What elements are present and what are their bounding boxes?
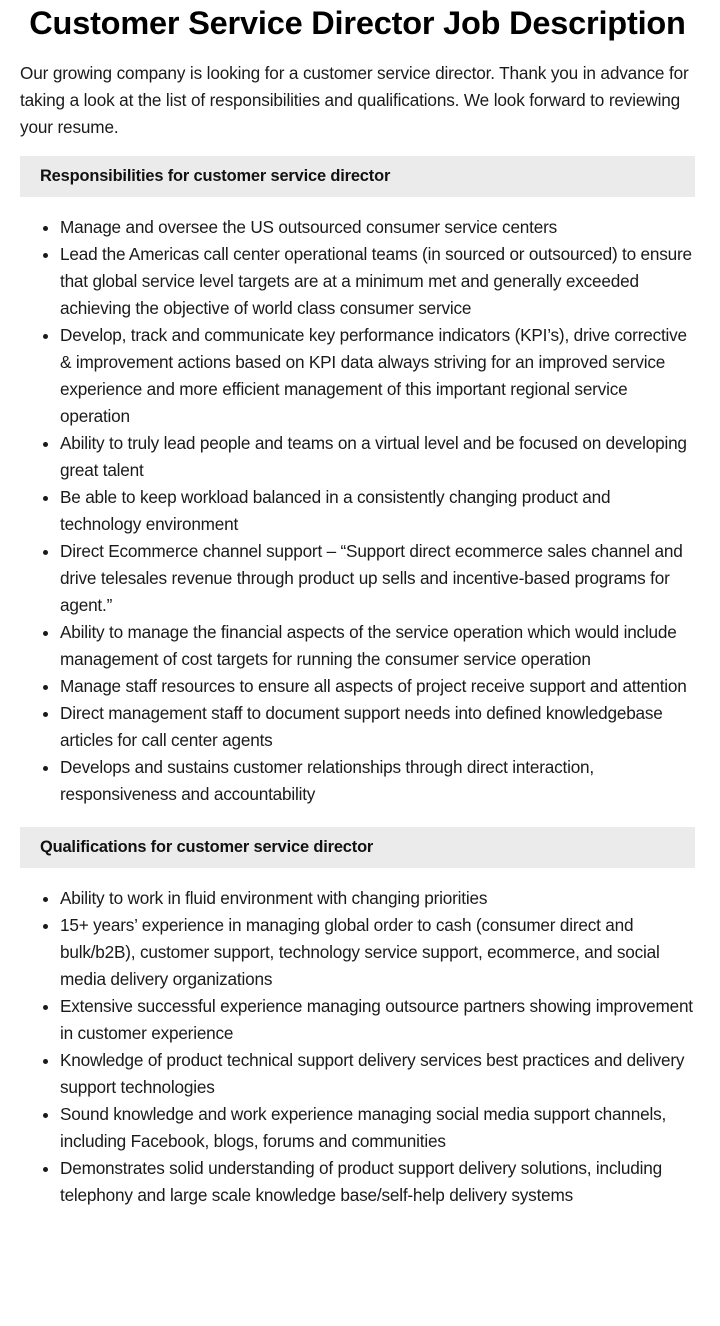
responsibilities-heading: Responsibilities for customer service director <box>20 156 695 197</box>
list-item: Ability to manage the financial aspects of the service operation which would include management of cost targets for running the consumer service operation <box>60 619 695 673</box>
list-item: Lead the Americas call center operational teams (in sourced or outsourced) to ensure that global service level targets are at a minimum met and generally exceeded achieving the objective of world class consumer service <box>60 241 695 322</box>
list-item: Sound knowledge and work experience managing social media support channels, including Facebook, blogs, forums and communities <box>60 1101 695 1155</box>
page-title: Customer Service Director Job Description <box>29 5 686 41</box>
list-item: Direct Ecommerce channel support – “Support direct ecommerce sales channel and drive telesales revenue through product up sells and incentive-based programs for agent.” <box>60 538 695 619</box>
list-item: Extensive successful experience managing outsource partners showing improvement in customer experience <box>60 993 695 1047</box>
list-item: Be able to keep workload balanced in a consistently changing product and technology environment <box>60 484 695 538</box>
qualifications-heading: Qualifications for customer service director <box>20 827 695 868</box>
intro-paragraph: Our growing company is looking for a customer service director. Thank you in advance for taking a look at the list of responsibilities and qualifications. We look forward to reviewing your resume. <box>20 63 689 137</box>
list-item: 15+ years’ experience in managing global order to cash (consumer direct and bulk/b2B), customer support, technology service support, ecommerce, and social media delivery organizations <box>60 912 695 993</box>
list-item: Knowledge of product technical support delivery services best practices and delivery support technologies <box>60 1047 695 1101</box>
list-item: Develop, track and communicate key performance indicators (KPI’s), drive corrective & improvement actions based on KPI data always striving for an improved service experience and more efficient management of this important regional service operation <box>60 322 695 430</box>
responsibilities-list <box>20 214 695 808</box>
qualifications-list <box>20 885 695 1209</box>
list-item: Direct management staff to document support needs into defined knowledgebase articles for call center agents <box>60 700 695 754</box>
list-item: Ability to work in fluid environment with changing priorities <box>60 885 695 912</box>
list-item: Develops and sustains customer relationships through direct interaction, responsiveness and accountability <box>60 754 695 808</box>
list-item: Ability to truly lead people and teams on a virtual level and be focused on developing great talent <box>60 430 695 484</box>
list-item: Manage and oversee the US outsourced consumer service centers <box>60 214 695 241</box>
list-item: Manage staff resources to ensure all aspects of project receive support and attention <box>60 673 695 700</box>
list-item: Demonstrates solid understanding of product support delivery solutions, including telephony and large scale knowledge base/self-help delivery systems <box>60 1155 695 1209</box>
